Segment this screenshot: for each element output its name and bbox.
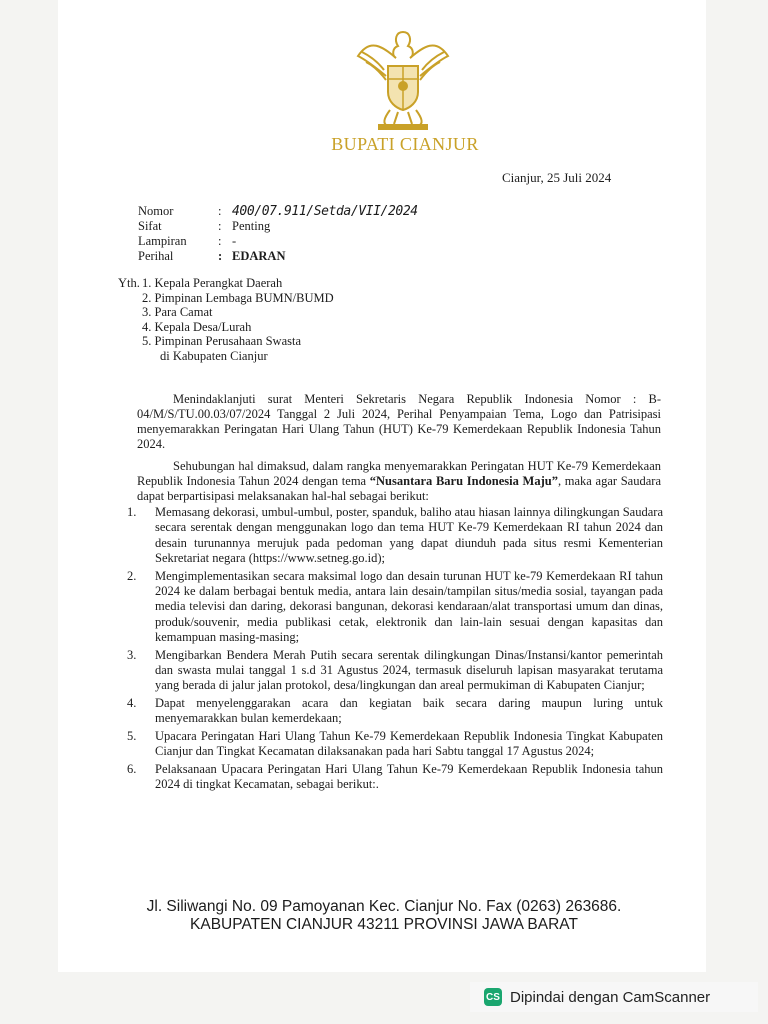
list-item (127, 696, 663, 727)
addressee-item: 4. Kepala Desa/Lurah (142, 319, 252, 334)
meta-nomor (138, 204, 418, 219)
lampiran-value: - (232, 234, 237, 248)
sifat-label: Sifat (138, 219, 162, 233)
list-item (127, 729, 663, 760)
list-text: Pelaksanaan Upacara Peringatan Hari Ulang Tahun Ke-79 Kemerdekaan Republik Indonesia tahun 2024 di tingkat Kecamatan, sebagai berikut:. (155, 761, 663, 791)
list-item (127, 648, 663, 694)
colon: : (218, 219, 222, 233)
theme-text-b: , maka agar Saudara dapat berpartisipasi melaksanakan hal-hal sebagai berikut: (137, 474, 661, 503)
list-number: 3. (127, 647, 137, 662)
yth-label: Yth. (118, 276, 140, 290)
addressee-item: 1. Kepala Perangkat Daerah (142, 276, 283, 290)
list-item (127, 505, 663, 567)
addressee-item: 3. Para Camat (142, 305, 213, 320)
paragraph-theme (137, 459, 661, 504)
addressee-location: di Kabupaten Cianjur (160, 348, 268, 363)
nomor-label: Nomor (138, 204, 174, 218)
list-number: 1. (127, 505, 137, 519)
colon: : (218, 204, 222, 218)
list-text: Mengibarkan Bendera Merah Putih secara serentak dilingkungan Dinas/Instansi/kantor pemerintah dan swasta mulai tanggal 1 s.d 31 Agustus 2024, termasuk diseluruh lapisan masyarakat terutama yang berada di jalur jalan protokol, desa/lingkungan dan areal permukiman di Kabupaten Cianjur; (155, 647, 663, 693)
list-text: Dapat menyelenggarakan acara dan kegiatan baik secara daring maupun luring untuk menyemarakkan bulan kemerdekaan; (155, 695, 663, 726)
camscanner-watermark (470, 982, 758, 1012)
list-item (127, 569, 663, 646)
list-number: 5. (127, 728, 137, 743)
list-number: 6. (127, 761, 137, 776)
garuda-emblem-icon (352, 26, 454, 134)
meta-lampiran (138, 234, 418, 249)
meta-perihal (138, 249, 418, 264)
lampiran-label: Lampiran (138, 234, 187, 248)
list-number: 2. (127, 568, 137, 583)
letter-meta (138, 204, 418, 264)
instruction-list (127, 505, 663, 794)
colon: : (218, 249, 223, 263)
addressee-block (118, 276, 334, 364)
footer-region: KABUPATEN CIANJUR 43211 PROVINSI JAWA BARAT (190, 916, 578, 933)
footer-address: Jl. Siliwangi No. 09 Pamoyanan Kec. Cianjur No. Fax (0263) 263686. (146, 898, 622, 915)
list-number: 4. (127, 695, 137, 710)
theme-text-a: Sehubungan hal dimaksud, dalam rangka menyemarakkan Peringatan HUT Ke-79 Kemerdekaan Republik Indonesia Tahun 2024 dengan tema (137, 459, 661, 488)
list-item (127, 762, 663, 793)
sifat-value: Penting (232, 219, 271, 233)
theme-name: “Nusantara Baru Indonesia Maju” (369, 474, 558, 488)
nomor-value: 400/07.911/Setda/VII/2024 (232, 204, 418, 219)
list-text: Memasang dekorasi, umbul-umbul, poster, spanduk, baliho atau hiasan lainnya dilingkungan Saudara secara serentak dengan menggunakan logo dan tema HUT Ke-79 Kemerdekaan RI tahun 2024 dan desain turunannya merujuk pada pedoman yang dapat diunduh pada situs resmi Kementerian Sekretariat negara (https://www.setneg.go.id); (155, 505, 663, 566)
perihal-value: EDARAN (232, 249, 286, 263)
meta-sifat (138, 219, 418, 234)
perihal-label: Perihal (138, 249, 174, 263)
paragraph-intro: Menindaklanjuti surat Menteri Sekretaris Negara Republik Indonesia Nomor : B-04/M/S/TU.00.03/07/2024 Tanggal 2 Juli 2024, Perihal Penyampaian Tema, Logo dan Patrisipasi menyemarakkan Peringatan Hari Ulang Tahun (HUT) Ke-79 Kemerdekaan Republik Indonesia Tahun 2024. (137, 392, 661, 451)
camscanner-text: Dipindai dengan CamScanner (510, 988, 711, 1006)
camscanner-logo-icon: CS (484, 988, 502, 1006)
colon: : (218, 234, 222, 248)
list-text: Mengimplementasikan secara maksimal logo dan desain turunan HUT ke-79 Kemerdekaan RI tahun 2024 ke dalam berbagai bentuk media, antara lain desain/tampilan situs/media sosial, tayangan pada media televisi dan daring, dekorasi bangunan, dekorasi kendaraan/alat transportasi umum dan dinas, produk/souvenir, media publikasi cetak, elektronik dan lain-lain sesuai dengan kapasitas dan kemampuan masing-masing; (155, 568, 663, 645)
addressee-item: 5. Pimpinan Perusahaan Swasta (142, 334, 302, 349)
office-title: BUPATI CIANJUR (331, 134, 479, 154)
addressee-item: 2. Pimpinan Lembaga BUMN/BUMD (142, 290, 334, 305)
list-text: Upacara Peringatan Hari Ulang Tahun Ke-79 Kemerdekaan Republik Indonesia Tingkat Kabupaten Cianjur dan Tingkat Kecamatan dilaksanakan pada hari Sabtu tanggal 17 Agustus 2024; (155, 728, 663, 759)
letter-date: Cianjur, 25 Juli 2024 (502, 170, 612, 185)
